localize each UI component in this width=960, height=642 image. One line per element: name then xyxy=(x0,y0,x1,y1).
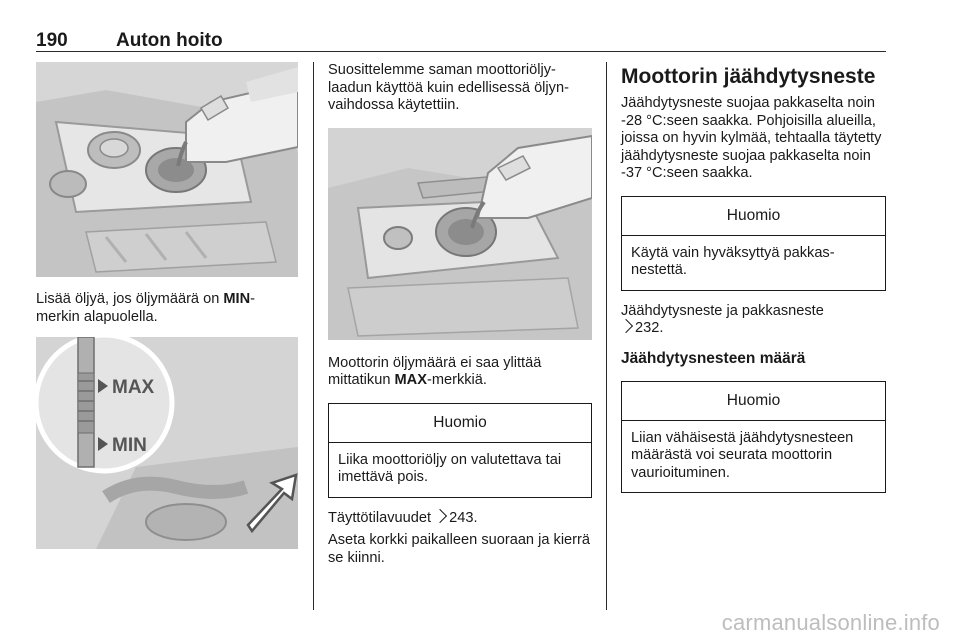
engine-oil-pouring-illustration xyxy=(36,62,298,277)
capacities-paragraph: Täyttötilavuudet 243. xyxy=(328,509,478,526)
dipstick-illustration xyxy=(36,337,298,549)
capacities-page-link[interactable]: 243. xyxy=(449,509,478,526)
page-reference-icon xyxy=(619,319,633,333)
column-left xyxy=(36,62,298,549)
column-divider-2 xyxy=(606,62,607,610)
chapter-title: Auton hoito xyxy=(116,30,223,51)
coolant-intro-paragraph: Jäähdytysneste suojaa pakkaselta noin -28 °C:seen saakka. Pohjoisilla alueilla, joissa on hyvin kylmää, tehtaalla täytetty jäähdytysneste suojaa pakkaselta noin -37 °C:seen saakka. xyxy=(621,95,882,181)
section-title: Moottorin jäähdytysneste xyxy=(621,65,876,88)
recommend-oil-paragraph: Suosittelemme saman moottoriöljylaadun käyttöä kuin edellisessä öljynvaihdossa käytettiin. xyxy=(328,62,569,113)
column-middle xyxy=(328,62,592,567)
column-right xyxy=(621,62,886,493)
oil-level-paragraph: Moottorin öljymäärä ei saa ylittää mittatikun MAX-merkkiä. xyxy=(328,354,542,388)
min-mark-text: MIN xyxy=(223,291,251,307)
note-box-excess-oil xyxy=(328,403,592,498)
note-text: Liian vähäisestä jäähdytysnesteen määrästä voi seurata moottorin vaurioituminen. xyxy=(631,429,854,481)
page-reference-icon xyxy=(433,508,447,522)
page-header xyxy=(36,28,886,52)
oil-filler-illustration xyxy=(328,128,592,340)
dipstick-min-label: MIN xyxy=(112,435,147,456)
antifreeze-page-link[interactable]: 232. xyxy=(635,320,664,336)
dipstick-max-label: MAX xyxy=(112,377,155,398)
note-box-antifreeze xyxy=(621,196,886,291)
antifreeze-reference-paragraph: Jäähdytysneste ja pakkasneste 232. xyxy=(621,303,886,338)
note-box-coolant-level xyxy=(621,381,886,494)
note-text: Liika moottoriöljy on valutettava tai imettävä pois. xyxy=(338,451,562,485)
cap-paragraph: Aseta korkki paikalleen suoraan ja kierrä se kiinni. xyxy=(328,532,591,566)
column-divider-1 xyxy=(313,62,314,610)
header-rule xyxy=(36,51,886,52)
note-text: Käytä vain hyväksyttyä pakkasnestettä. xyxy=(631,244,835,278)
note-title: Huomio xyxy=(622,197,885,236)
watermark: carmanualsonline.info xyxy=(721,610,940,635)
note-title: Huomio xyxy=(622,382,885,421)
add-oil-paragraph: Lisää öljyä, jos öljymäärä on MIN-merkin alapuolella. xyxy=(36,291,256,325)
max-mark-text: MAX xyxy=(394,372,427,388)
subsection-title: Jäähdytysnesteen määrä xyxy=(621,349,806,367)
page-number: 190 xyxy=(36,30,68,51)
note-title: Huomio xyxy=(329,404,591,443)
